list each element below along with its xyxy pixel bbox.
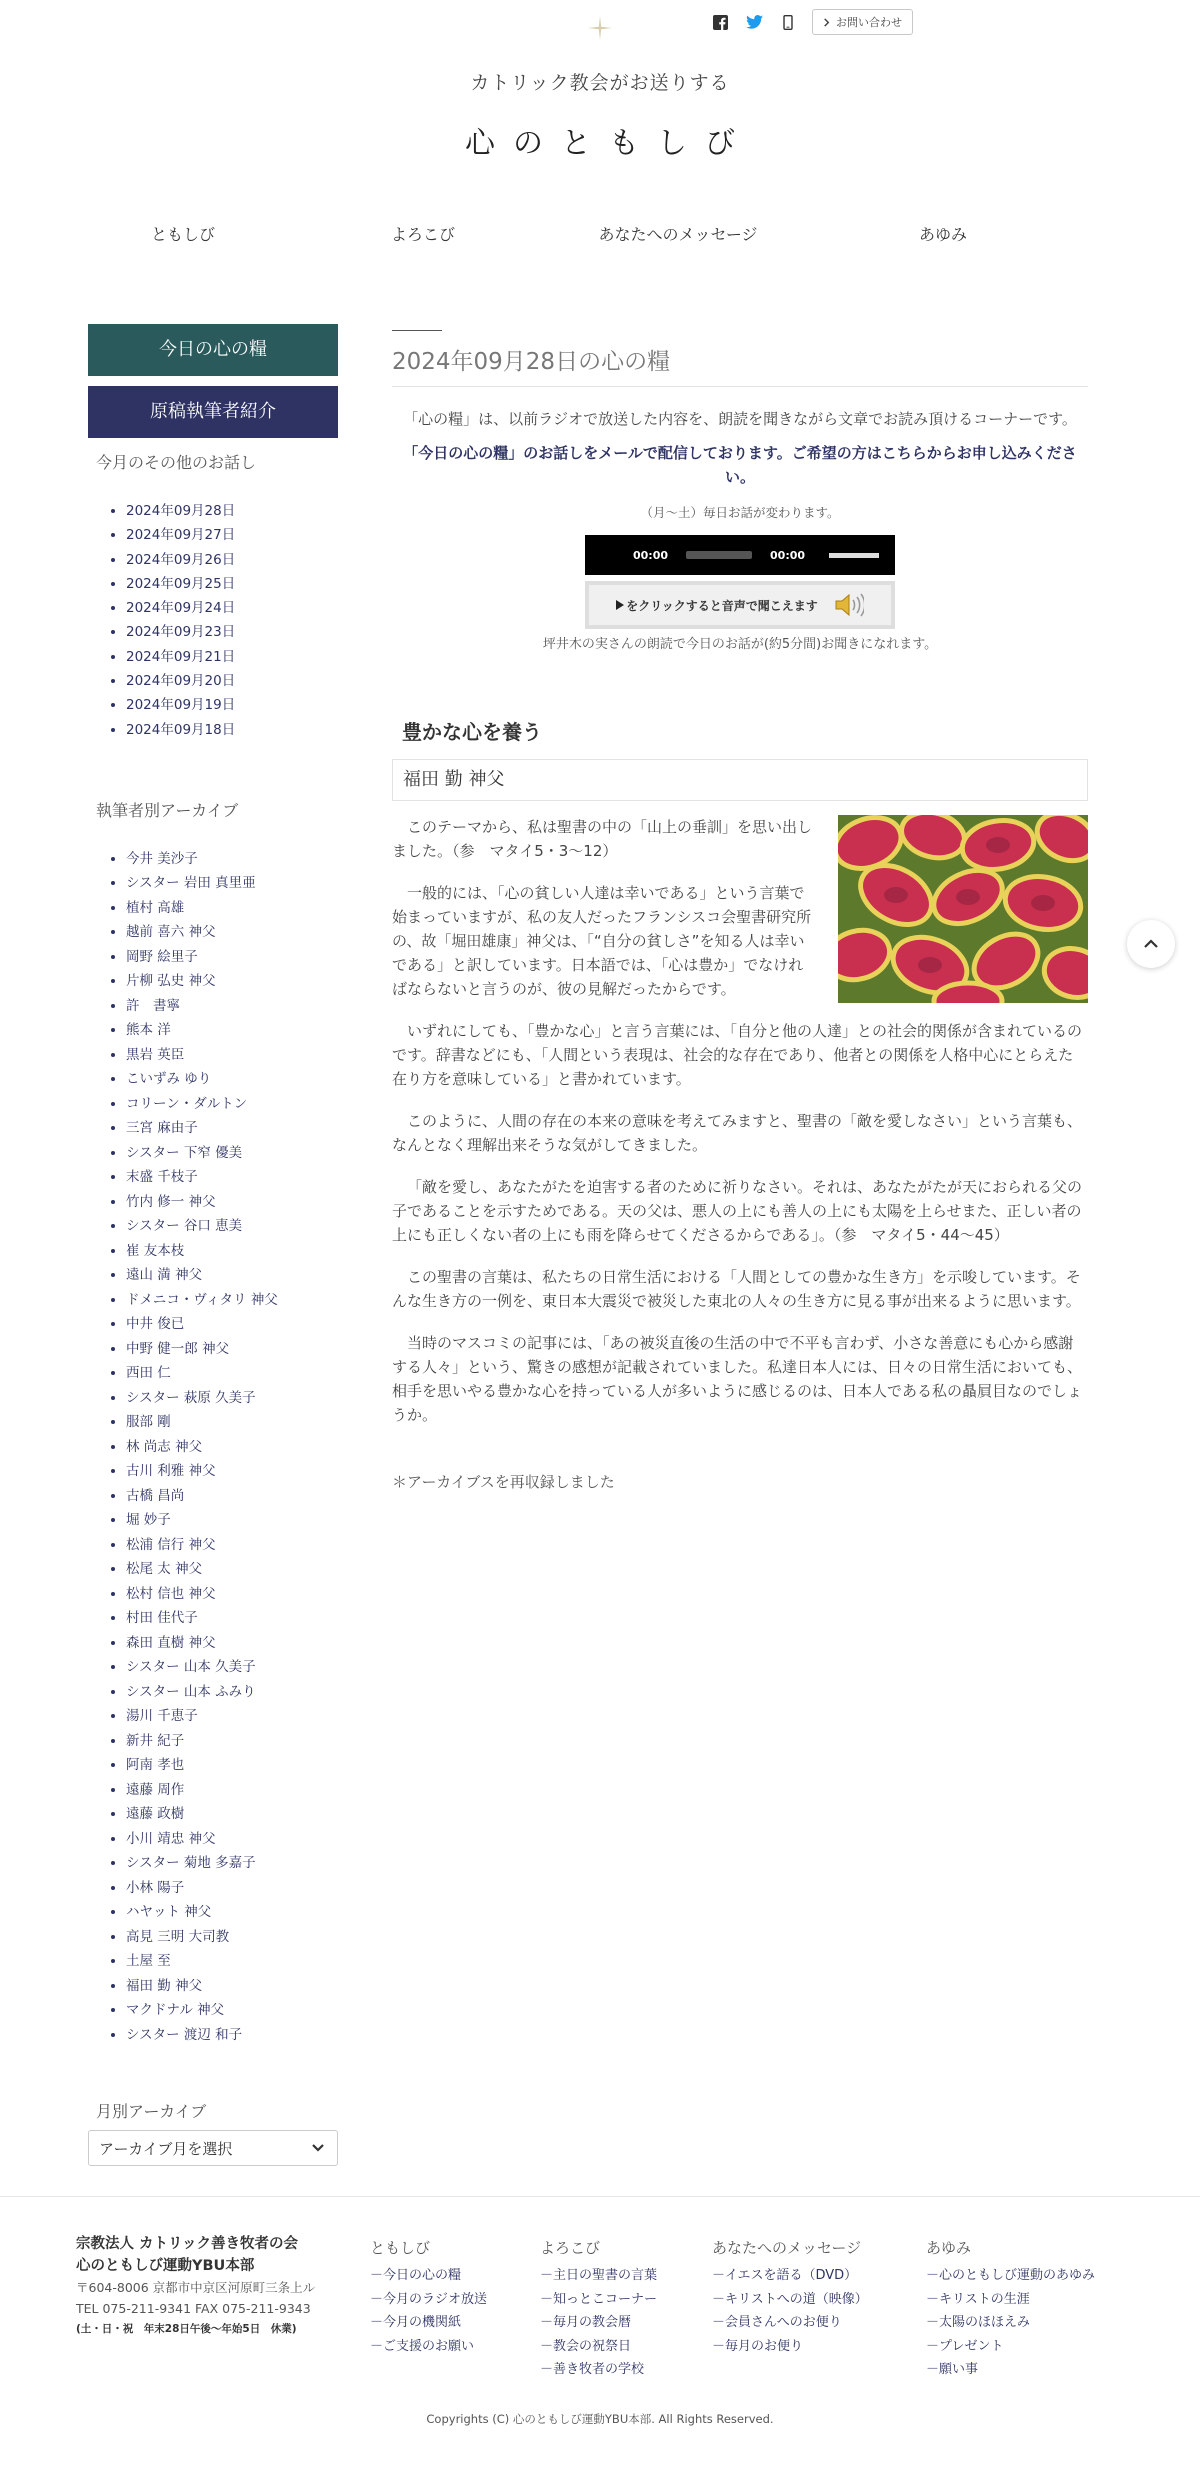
- author-archive-link[interactable]: • 土屋 至: [126, 1949, 338, 1974]
- date-archive-link[interactable]: • 2024年09月26日: [126, 548, 338, 572]
- footer-link[interactable]: －今日の心の糧: [370, 2268, 462, 2283]
- author-list: [88, 847, 338, 2048]
- date-archive-link[interactable]: • 2024年09月24日: [126, 596, 338, 620]
- author-archive-link[interactable]: • 末盛 千枝子: [126, 1165, 338, 1190]
- footer-link[interactable]: －キリストへの道（映像）: [712, 2291, 868, 2307]
- footer-link[interactable]: －会員さんへのお便り: [712, 2315, 842, 2330]
- org-address: 〒604-8006 京都市中京区河原町三条上ル: [76, 2280, 316, 2295]
- player-total-time: 00:00: [770, 548, 806, 562]
- author-archive-link[interactable]: • 遠藤 周作: [126, 1778, 338, 1803]
- reader-note: 坪井木の実さんの朗読で今日のお話が(約5分間)お聞きになれます。: [542, 637, 938, 652]
- author-archive-link[interactable]: • 服部 剛: [126, 1410, 338, 1435]
- facebook-icon[interactable]: [710, 12, 730, 32]
- global-nav: [88, 222, 1112, 245]
- author-archive-link[interactable]: • 福田 勤 神父: [126, 1974, 338, 1999]
- twitter-icon[interactable]: [744, 12, 764, 32]
- author-archive-link[interactable]: • 阿南 孝也: [126, 1753, 338, 1778]
- archive-month-select[interactable]: [88, 2130, 338, 2166]
- scroll-to-top-button[interactable]: [1127, 920, 1175, 968]
- footer-link[interactable]: －心のともしび運動のあゆみ: [926, 2268, 1096, 2283]
- archive-note: ＊アーカイブスを再収録しました: [392, 1473, 615, 1491]
- author-archive-link[interactable]: • 熊本 洋: [126, 1018, 338, 1043]
- section-title: 豊かな心を養う: [402, 720, 542, 744]
- footer-link[interactable]: －太陽のほほえみ: [926, 2315, 1031, 2330]
- date-archive-link[interactable]: • 2024年09月25日: [126, 572, 338, 596]
- footer-link[interactable]: －主日の聖書の言葉: [540, 2268, 658, 2283]
- author-archive-link[interactable]: • 遠藤 政樹: [126, 1802, 338, 1827]
- author-archive-link[interactable]: • 植村 高雄: [126, 896, 338, 921]
- author-archive-link[interactable]: • 竹内 修一 神父: [126, 1190, 338, 1215]
- intro-text: 「心の糧」は、以前ラジオで放送した内容を、朗読を聞きながら文章でお読み頂けるコーナーです。: [403, 410, 1077, 428]
- footer-heading[interactable]: よろこび: [540, 2239, 601, 2257]
- footer-link[interactable]: －毎月のお便り: [712, 2338, 804, 2354]
- play-icon: [616, 600, 624, 610]
- footer-col-tomoshibi: [370, 2237, 487, 2358]
- author-archive-link[interactable]: • 堀 妙子: [126, 1508, 338, 1533]
- author-archive-heading: 執筆者別アーカイブ: [96, 800, 239, 820]
- author-archive-link[interactable]: • シスター 渡辺 和子: [126, 2023, 338, 2048]
- audio-player[interactable]: [585, 535, 895, 575]
- date-archive-link[interactable]: • 2024年09月28日: [126, 499, 338, 523]
- author-archive-link[interactable]: • 岡野 絵里子: [126, 945, 338, 970]
- footer-organization: [76, 2233, 346, 2339]
- org-phone: TEL 075-211-9341 FAX 075-211-9343: [76, 2301, 311, 2316]
- author-archive-link[interactable]: • 三宮 麻由子: [126, 1116, 338, 1141]
- author-archive-link[interactable]: • こいずみ ゆり: [126, 1067, 338, 1092]
- sidebar: [88, 324, 338, 2166]
- play-button-label: をクリックすると音声で聞こえます: [626, 598, 818, 613]
- coleus-leaves-photo: [838, 815, 1088, 1003]
- footer-link[interactable]: －願い事: [926, 2362, 979, 2377]
- footer-heading[interactable]: ともしび: [370, 2239, 431, 2257]
- org-name: 宗教法人 カトリック善き牧者の会: [76, 2236, 298, 2252]
- author-archive-link[interactable]: • シスター 菊地 多嘉子: [126, 1851, 338, 1876]
- author-archive-link[interactable]: • 湯川 千恵子: [126, 1704, 338, 1729]
- article-paragraph: このテーマから、私は聖書の中の「山上の垂訓」を思い出しました。（参 マタイ5・3〜12）: [392, 818, 813, 860]
- author-archive-link[interactable]: • シスター 萩原 久美子: [126, 1386, 338, 1411]
- author-archive-link[interactable]: • 片柳 弘史 神父: [126, 969, 338, 994]
- author-archive-link[interactable]: • シスター 谷口 恵美: [126, 1214, 338, 1239]
- author-archive-link[interactable]: • 高見 三明 大司教: [126, 1925, 338, 1950]
- article-body: [392, 815, 1088, 1427]
- footer-link[interactable]: －プレゼント: [926, 2338, 1004, 2354]
- author-archive-link[interactable]: • 松浦 信行 神父: [126, 1533, 338, 1558]
- author-archive-link[interactable]: • 松村 信也 神父: [126, 1582, 338, 1607]
- article-paragraph: 「敵を愛し、あなたがたを迫害する者のために祈りなさい。それは、あなたがたが天におられる父の子であることを示すためである。天の父は、悪人の上にも善人の上にも太陽を上らせまた、正しい者の上にも正しくない者の上にも雨を降らせてくださるからである」。（参 マタイ5・44〜45）: [392, 1178, 1083, 1244]
- org-holiday: (土・日・祝 年末28日午後〜年始5日 休業): [76, 2323, 297, 2335]
- mail-signup-link[interactable]: 「今日の心の糧」のお話しをメールで配信しております。ご希望の方はこちらからお申し込みください。: [403, 444, 1077, 486]
- speaker-icon: [834, 592, 864, 618]
- author-archive-link[interactable]: • シスター 山本 久美子: [126, 1655, 338, 1680]
- author-archive-link[interactable]: • 黒岩 英臣: [126, 1043, 338, 1068]
- author-archive-link[interactable]: • シスター 岩田 真里亜: [126, 871, 338, 896]
- chevron-up-icon: [1143, 939, 1159, 949]
- author-archive-link[interactable]: • 松尾 太 神父: [126, 1557, 338, 1582]
- date-archive-link[interactable]: • 2024年09月19日: [126, 693, 338, 717]
- footer-link[interactable]: －キリストの生涯: [926, 2291, 1030, 2307]
- month-heading: 今月のその他のお話し: [96, 453, 257, 472]
- author-archive-link[interactable]: • 中野 健一郎 神父: [126, 1337, 338, 1362]
- date-list: [88, 499, 338, 742]
- main-content: [392, 330, 1088, 1492]
- date-archive-link[interactable]: • 2024年09月27日: [126, 523, 338, 547]
- author-archive-link[interactable]: • 西田 仁: [126, 1361, 338, 1386]
- footer-link[interactable]: －ご支援のお願い: [370, 2338, 475, 2354]
- author-archive-link[interactable]: • 古橋 昌尚: [126, 1484, 338, 1509]
- date-archive-link[interactable]: • 2024年09月18日: [126, 718, 338, 742]
- author-archive-link[interactable]: • 森田 直樹 神父: [126, 1631, 338, 1656]
- footer: [0, 2196, 1200, 2488]
- chevron-down-icon: [311, 2143, 325, 2153]
- monthly-archive-heading: 月別アーカイブ: [96, 2102, 207, 2122]
- author-archive-link[interactable]: • 小林 陽子: [126, 1876, 338, 1901]
- page-title: 2024年09月28日の心の糧: [392, 343, 1088, 387]
- footer-link[interactable]: －今月のラジオ放送: [370, 2291, 488, 2307]
- org-branch: 心のともしび運動YBU本部: [76, 2258, 255, 2274]
- nav-message[interactable]: あなたへのメッセージ: [598, 225, 758, 244]
- date-archive-link[interactable]: • 2024年09月20日: [126, 669, 338, 693]
- footer-link[interactable]: －知っとこコーナー: [540, 2291, 658, 2307]
- author-archive-link[interactable]: • 新井 紀子: [126, 1729, 338, 1754]
- article-paragraph: この聖書の言葉は、私たちの日常生活における「人間としての豊かな生き方」を示唆しています。そんな生き方の一例を、東日本大震災で被災した東北の人々の生き方に見る事が出来るように思います。: [392, 1268, 1081, 1310]
- contact-button[interactable]: [812, 9, 913, 35]
- author-archive-link[interactable]: • 遠山 満 神父: [126, 1263, 338, 1288]
- footer-link[interactable]: －イエスを語る（DVD）: [712, 2268, 858, 2283]
- footer-link[interactable]: －今月の機関紙: [370, 2315, 462, 2330]
- author-archive-link[interactable]: • 今井 美沙子: [126, 847, 338, 872]
- logo-icon: [588, 16, 612, 40]
- author-archive-link[interactable]: • 許 書寧: [126, 994, 338, 1019]
- date-archive-link[interactable]: • 2024年09月23日: [126, 620, 338, 644]
- archive-month-select-label: アーカイブ月を選択: [99, 2139, 233, 2158]
- author-archive-link[interactable]: • マクドナル 神父: [126, 1998, 338, 2023]
- player-current-time: 00:00: [633, 548, 669, 562]
- authors-button[interactable]: 原稿執筆者紹介: [88, 386, 338, 438]
- article-paragraph: このように、人間の存在の本来の意味を考えてみますと、聖書の「敵を愛しなさい」という言葉も、なんとなく理解出来そうな気がしてきました。: [392, 1112, 1083, 1154]
- footer-col-ayumi: [926, 2237, 1095, 2382]
- author-archive-link[interactable]: • 小川 靖忠 神父: [126, 1827, 338, 1852]
- author-archive-link[interactable]: • 古川 利雅 神父: [126, 1459, 338, 1484]
- mobile-icon[interactable]: [778, 12, 798, 32]
- author-archive-link[interactable]: • 中井 俊已: [126, 1312, 338, 1337]
- play-audio-button[interactable]: [585, 581, 895, 629]
- today-button[interactable]: 今日の心の糧: [88, 324, 338, 376]
- social-links: [710, 8, 913, 36]
- title-rule: [392, 330, 442, 331]
- author-archive-link[interactable]: • ドメニコ・ヴィタリ 神父: [126, 1288, 338, 1313]
- author-archive-link[interactable]: • 越前 喜六 神父: [126, 920, 338, 945]
- author-archive-link[interactable]: • シスター 山本 ふみり: [126, 1680, 338, 1705]
- author-archive-link[interactable]: • 村田 佳代子: [126, 1606, 338, 1631]
- nav-ayumi[interactable]: あゆみ: [918, 225, 967, 244]
- article-paragraph: いずれにしても、「豊かな心」と言う言葉には、「自分と他の人達」との社会的関係が含まれているのです。辞書などにも、「人間という表現は、社会的な存在であり、他者との関係を人格中心にとらえた在り方を意味している」と書かれています。: [392, 1022, 1083, 1088]
- article-paragraph: 当時のマスコミの記事には、「あの被災直後の生活の中で不平も言わず、小さな善意にも心から感謝する人々」という、驚きの感想が記載されていました。私達日本人には、日々の日常生活においても、相手を思いやる豊かな心を持っている人が多いように感じるのは、日本人である私の贔屓目なのでしょうか。: [392, 1334, 1083, 1424]
- footer-heading[interactable]: あなたへのメッセージ: [712, 2239, 862, 2257]
- article-paragraph: 一般的には、「心の貧しい人達は幸いである」という言葉で始まっていますが、私の友人だったフランシスコ会聖書研究所の、故「堀田雄康」神父は、「“自分の貧しさ”を知る人は幸いである」と訳しています。日本語では、「心は豊か」でなければならないと言うのが、彼の見解だったからです。: [392, 884, 812, 998]
- schedule-note: （月〜土）毎日お話が変わります。: [640, 505, 840, 520]
- author-archive-link[interactable]: • ハヤット 神父: [126, 1900, 338, 1925]
- author-archive-link[interactable]: • シスター 下窄 優美: [126, 1141, 338, 1166]
- footer-link[interactable]: －教会の祝祭日: [540, 2338, 632, 2354]
- nav-yorokobi[interactable]: よろこび: [390, 225, 455, 244]
- author-archive-link[interactable]: • コリーン・ダルトン: [126, 1092, 338, 1117]
- site-subtitle: カトリック教会がお送りする: [470, 72, 730, 94]
- copyright: Copyrights (C) 心のともしび運動YBU本部. All Rights Reserved.: [426, 2412, 774, 2426]
- date-archive-link[interactable]: • 2024年09月21日: [126, 645, 338, 669]
- footer-col-yorokobi: [540, 2237, 657, 2382]
- nav-tomoshibi[interactable]: ともしび: [150, 225, 215, 244]
- author-name: 福田 勤 神父: [392, 759, 1088, 801]
- chevron-right-icon: [823, 18, 830, 27]
- player-progress-track[interactable]: [686, 551, 752, 559]
- footer-link[interactable]: －毎月の教会暦: [540, 2315, 632, 2330]
- player-volume-bar[interactable]: [829, 553, 879, 558]
- footer-link[interactable]: －善き牧者の学校: [540, 2362, 645, 2377]
- contact-label: お問い合わせ: [836, 16, 902, 29]
- author-archive-link[interactable]: • 林 尚志 神父: [126, 1435, 338, 1460]
- site-title[interactable]: 心のともしび: [465, 126, 753, 161]
- author-archive-link[interactable]: • 崔 友本枝: [126, 1239, 338, 1264]
- footer-heading[interactable]: あゆみ: [926, 2239, 972, 2257]
- footer-col-message: [712, 2237, 868, 2358]
